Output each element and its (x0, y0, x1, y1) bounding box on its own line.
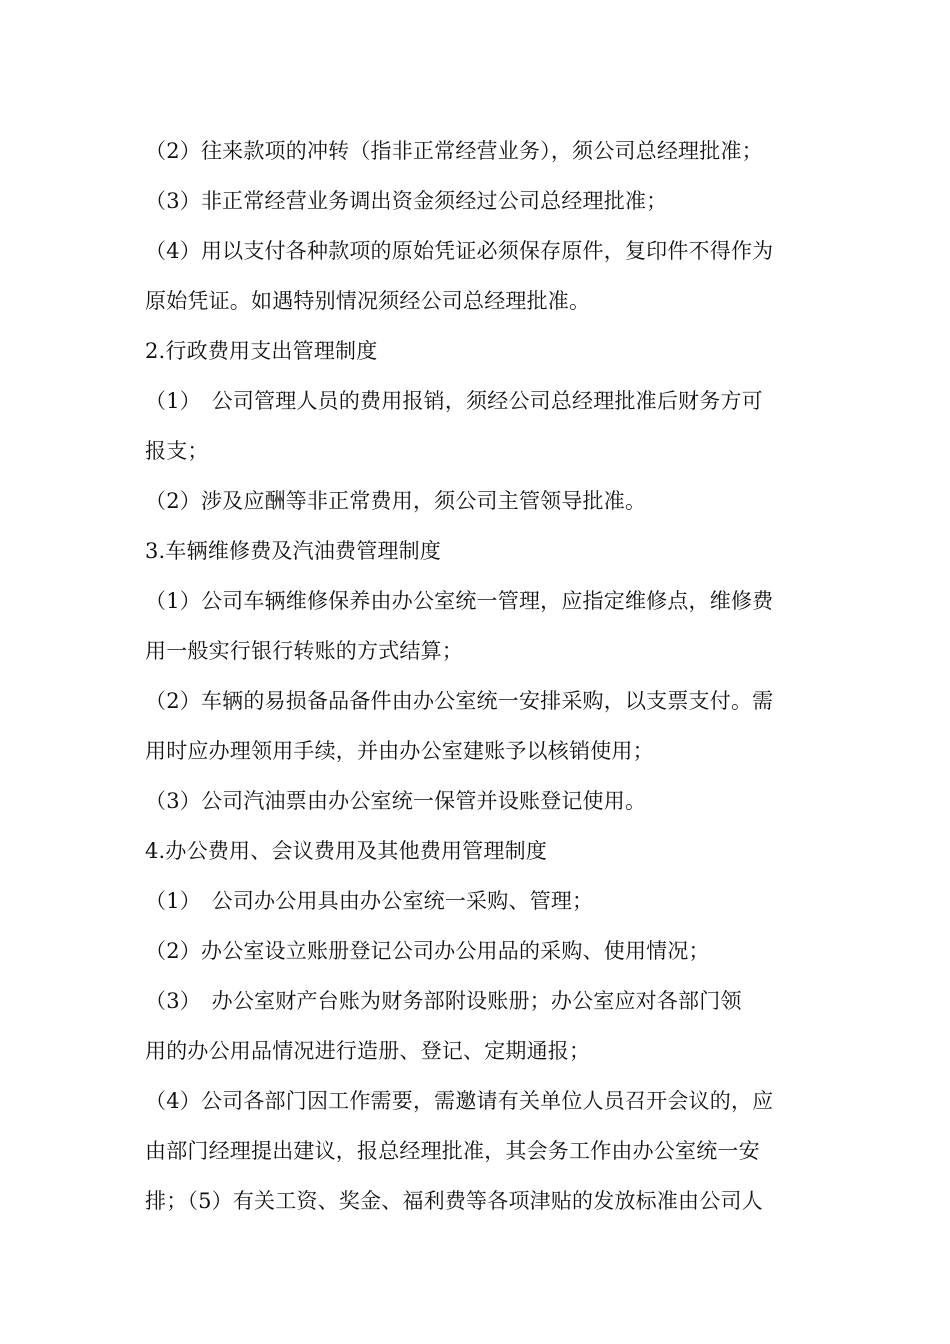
text-line: （2）车辆的易损备品备件由办公室统一安排采购，以支票支付。需 (145, 689, 774, 713)
text-line: （1） 公司办公用具由办公室统一采购、管理； (145, 889, 594, 913)
text-line: 用一般实行银行转账的方式结算； (145, 639, 463, 663)
text-line: （1）公司车辆维修保养由办公室统一管理，应指定维修点，维修费 (145, 589, 774, 613)
text-line: （4）用以支付各种款项的原始凭证必须保存原件，复印件不得作为 (145, 239, 774, 263)
text-line: （1） 公司管理人员的费用报销，须经公司总经理批准后财务方可 (145, 389, 763, 413)
text-line: （3）公司汽油票由办公室统一保管并设账登记使用。 (145, 789, 647, 813)
text-line: 报支； (145, 439, 209, 463)
text-line: （2）往来款项的冲转（指非正常经营业务），须公司总经理批准； (145, 139, 763, 163)
section-heading: 3.车辆维修费及汽油费管理制度 (145, 539, 442, 563)
section-heading: 2.行政费用支出管理制度 (145, 339, 378, 363)
text-line: （2）涉及应酬等非正常费用，须公司主管领导批准。 (145, 489, 647, 513)
text-line: （2）办公室设立账册登记公司办公用品的采购、使用情况； (145, 939, 710, 963)
text-line: 用时应办理领用手续，并由办公室建账予以核销使用； (145, 739, 654, 763)
text-line: （4）公司各部门因工作需要，需邀请有关单位人员召开会议的，应 (145, 1089, 774, 1113)
text-line: 排；（5）有关工资、奖金、福利费等各项津贴的发放标准由公司人 (145, 1189, 763, 1213)
section-heading: 4.办公费用、会议费用及其他费用管理制度 (145, 839, 548, 863)
text-line: （3） 办公室财产台账为财务部附设账册；办公室应对各部门领 (145, 989, 742, 1013)
text-line: 用的办公用品情况进行造册、登记、定期通报； (145, 1039, 591, 1063)
text-line: 原始凭证。如遇特别情况须经公司总经理批准。 (145, 289, 591, 313)
text-line: 由部门经理提出建议，报总经理批准，其会务工作由办公室统一安 (145, 1139, 760, 1163)
text-line: （3）非正常经营业务调出资金须经过公司总经理批准； (145, 189, 668, 213)
